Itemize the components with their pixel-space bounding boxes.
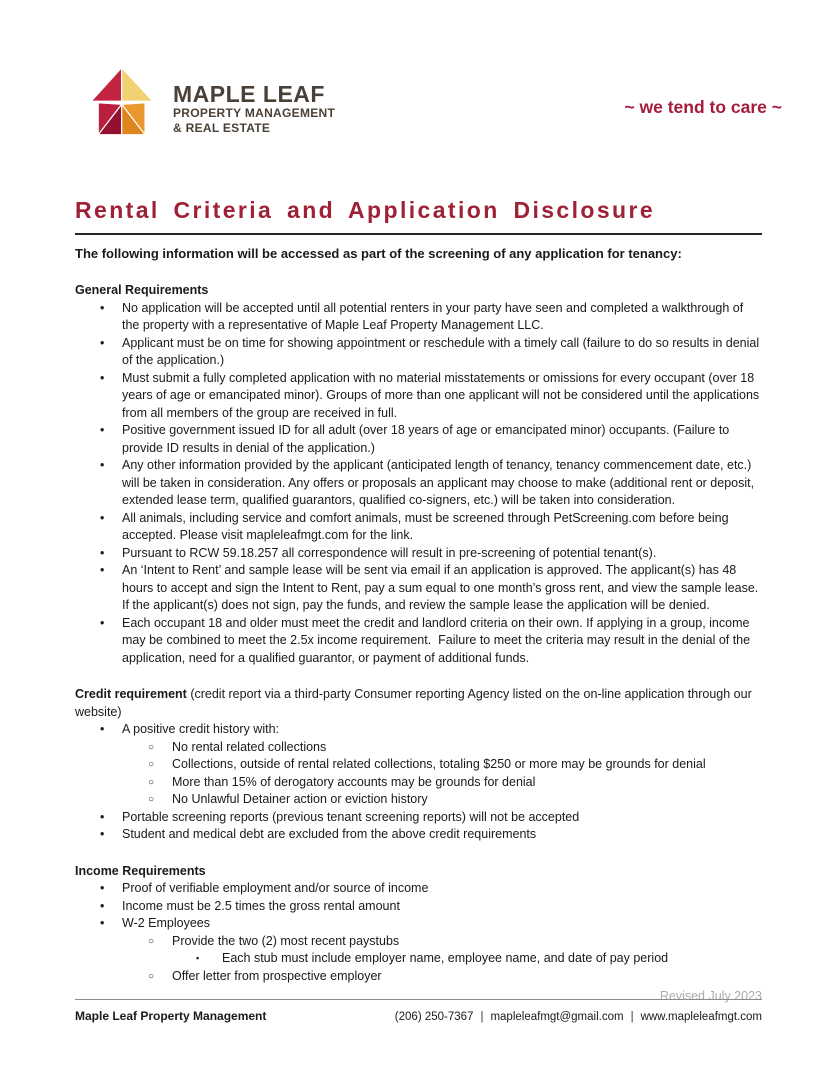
list-item <box>75 898 762 916</box>
list-item-text: Offer letter from prospective employer <box>172 968 382 983</box>
footer-email: mapleleafmgt@gmail.com <box>490 1011 624 1023</box>
footer-separator-icon: | <box>630 1011 634 1023</box>
list-item-text: Income must be 2.5 times the gross rental amount <box>122 898 400 913</box>
list-item-text: No application will be accepted until all potential renters in your party have seen and completed a walkthrough of the property with a representative of Maple Leaf Property Management LLC. <box>122 300 747 332</box>
footer-phone: (206) 250-7367 <box>394 1011 474 1023</box>
footer <box>75 999 762 1023</box>
list-item-text: All animals, including service and comfort animals, must be screened through PetScreening.com before being accepted. Please visit mapleleafmgt.com for the link. <box>122 510 733 542</box>
list-item-text: Each stub must include employer name, employee name, and date of pay period <box>222 951 669 965</box>
list-item <box>75 562 762 615</box>
section-heading-general-requirements: General Requirements <box>75 283 209 297</box>
bullet-icon: • <box>100 563 105 577</box>
bullet-icon: • <box>100 809 105 824</box>
bullet-icon: ○ <box>148 935 155 947</box>
section-income-requirements <box>75 863 762 986</box>
list-item <box>75 880 762 898</box>
list-item-text: Pursuant to RCW 59.18.257 all correspondence will result in pre-screening of potential tenant(s). <box>122 545 657 560</box>
bullet-icon: ○ <box>148 741 155 753</box>
logo-subtitle-2: & REAL ESTATE <box>173 120 271 135</box>
list-item-text: W-2 Employees <box>122 916 210 930</box>
footer-website: www.mapleleafmgt.com <box>640 1011 762 1023</box>
section-credit-requirement <box>75 686 762 844</box>
list-item <box>75 335 762 370</box>
bullet-icon: • <box>100 545 105 560</box>
bullet-icon: ○ <box>148 776 155 788</box>
revised-date: Revised July 2023 <box>659 989 762 1003</box>
section-heading-credit-requirement: Credit requirement (credit report via a third-party Consumer reporting Agency listed on the on-line application through our website) <box>75 687 752 719</box>
bullet-icon: • <box>100 615 105 630</box>
logo-company-name: MAPLE LEAF <box>173 81 325 107</box>
bullet-icon: • <box>100 916 105 930</box>
list-item <box>75 422 762 457</box>
intro-line: The following information will be accessed as part of the screening of any application for tenancy: <box>75 246 682 261</box>
bullet-icon: • <box>100 722 105 736</box>
list-item-text: Any other information provided by the applicant (anticipated length of tenancy, tenancy commencement date, etc.) will be taken in consideration. Any offers or proposals an applicant may choose to make (additional rent or deposit, extended lease term, qualified guarantors, qualified co-signers, etc.) will be taken into consideration. <box>122 458 758 507</box>
list-item <box>75 915 762 933</box>
list-item <box>75 545 762 563</box>
bullet-icon: • <box>100 423 105 437</box>
list-item-text: Provide the two (2) most recent paystubs <box>172 933 400 948</box>
list-item <box>75 968 762 986</box>
logo-roof-right <box>122 68 153 102</box>
section-general-requirements <box>75 282 762 667</box>
footer-contact <box>395 1011 762 1023</box>
logo-text <box>173 82 335 135</box>
list-item <box>75 774 762 792</box>
list-item <box>75 510 762 545</box>
list-item-text: Must submit a fully completed application with no material misstatements or omissions for every occupant (over 18 years of age or emancipated minor). Groups of more than one applicant will not be considered until the applications from all members of the group are received in full. <box>122 370 763 420</box>
list-item <box>75 721 762 739</box>
logo-house-icon <box>85 66 163 138</box>
list-item-text: Each occupant 18 and older must meet the credit and landlord criteria on their own. If applying in a group, income may be combined to meet the 2.5x income requirement. Failure to meet the criteria may result in the denial of the application, need for a qualified guarantor, or payment of additional funds. <box>122 615 754 665</box>
list-item-text: Collections, outside of rental related collections, totaling $250 or more may be grounds for denial <box>172 757 706 771</box>
bullet-icon: • <box>100 300 105 315</box>
list-item-text: A positive credit history with: <box>122 722 280 736</box>
list-item-text: More than 15% of derogatory accounts may be grounds for denial <box>172 774 536 789</box>
section-heading-income-requirements: Income Requirements <box>75 863 206 878</box>
bullet-icon: ▪ <box>196 953 200 963</box>
list-item-text: Applicant must be on time for showing appointment or reschedule with a timely call (failure to do so results in denial of the application.) <box>122 335 763 367</box>
list-item <box>75 457 762 510</box>
list-item <box>75 826 762 844</box>
bullet-icon: • <box>100 827 105 841</box>
bullet-icon: • <box>100 458 105 472</box>
list-item <box>75 791 762 809</box>
logo-roof-left <box>91 68 121 102</box>
sections <box>75 282 762 985</box>
logo <box>85 66 335 138</box>
footer-company: Maple Leaf Property Management <box>75 1009 267 1023</box>
list-item <box>75 756 762 774</box>
bullet-icon: • <box>100 510 105 525</box>
list-item <box>75 739 762 757</box>
list-item-text: Positive government issued ID for all adult (over 18 years of age or emancipated minor) occupants. (Failure to provide ID results in denial of the application.) <box>122 423 733 455</box>
bullet-icon: • <box>100 881 105 895</box>
bullet-icon: • <box>100 898 105 913</box>
bullet-icon: ○ <box>148 759 155 770</box>
list-item-text: No rental related collections <box>172 739 327 754</box>
bullet-icon: ○ <box>148 970 155 982</box>
title-rule <box>75 233 762 235</box>
list-item <box>75 933 762 951</box>
footer-rule <box>75 999 762 1000</box>
tagline: ~ we tend to care ~ <box>624 97 782 117</box>
list-item-text: Student and medical debt are excluded from the above credit requirements <box>122 827 537 841</box>
footer-separator-icon: | <box>480 1011 484 1023</box>
list-item-text: Proof of verifiable employment and/or source of income <box>122 881 429 895</box>
list-item <box>75 950 762 968</box>
list-item <box>75 809 762 827</box>
document-content <box>75 196 762 1003</box>
logo-subtitle-1: PROPERTY MANAGEMENT <box>173 106 336 120</box>
bullet-icon: • <box>100 335 105 350</box>
page-title: Rental Criteria and Application Disclosure <box>75 197 656 223</box>
bullet-icon: • <box>100 370 105 385</box>
list-item-text: Portable screening reports (previous tenant screening reports) will not be accepted <box>122 809 580 824</box>
list-item-text: No Unlawful Detainer action or eviction history <box>172 792 428 806</box>
list-item <box>75 615 762 668</box>
list-item-text: An ‘Intent to Rent’ and sample lease will be sent via email if an application is approved. The applicant(s) has 48 hours to accept and sign the Intent to Rent, pay a sum equal to one month’s gross rent, and view the sample lease. If the applicant(s) does not sign, pay the funds, and review the sample lease the application will be denied. <box>122 563 762 612</box>
list-item <box>75 300 762 335</box>
bullet-icon: ○ <box>148 794 155 805</box>
list-item <box>75 370 762 423</box>
